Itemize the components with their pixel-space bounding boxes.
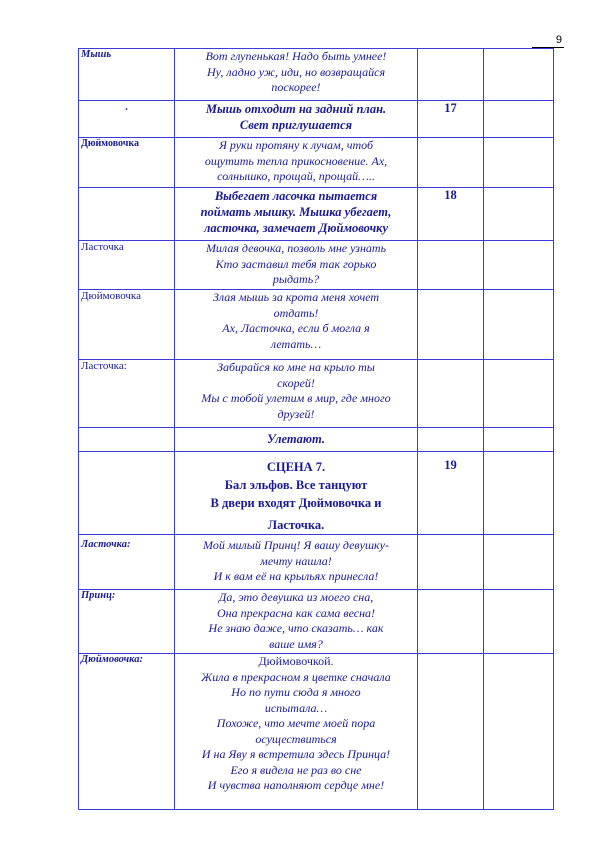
speaker-cell: Мышь: [79, 49, 175, 101]
table-row: [79, 535, 554, 590]
line-cell: Вот глупенькая! Надо быть умнее! Ну, ладно уж, иди, но возвращайся поскорее!: [175, 49, 418, 101]
table-row: [79, 452, 554, 535]
empty-cell: [484, 188, 554, 241]
cue-number-cell: [418, 535, 484, 590]
speaker-cell: [79, 428, 175, 452]
table-row: [79, 138, 554, 188]
cue-number-cell: [418, 290, 484, 360]
stage-direction-cell: Улетают.: [175, 428, 418, 452]
table-row: [79, 188, 554, 241]
cue-number-cell: [418, 654, 484, 810]
line-cell: Милая девочка, позволь мне узнать Кто заставил тебя так горько рыдать?: [175, 241, 418, 290]
stage-direction-cell: Выбегает ласочка пытается поймать мышку. Мышка убегает, ласточка, замечает Дюймовочку: [175, 188, 418, 241]
empty-cell: [484, 452, 554, 535]
speaker-cell: Ласточка:: [79, 360, 175, 428]
cue-number-cell: 18: [418, 188, 484, 241]
cue-number-cell: [418, 360, 484, 428]
speaker-cell: Принц:: [79, 590, 175, 654]
empty-cell: [484, 590, 554, 654]
cue-number-cell: [418, 590, 484, 654]
stage-direction-cell: Мышь отходит на задний план. Свет приглушается: [175, 101, 418, 138]
empty-cell: [484, 49, 554, 101]
cue-number-cell: [418, 49, 484, 101]
table-row: [79, 290, 554, 360]
table-row: [79, 241, 554, 290]
empty-cell: [484, 241, 554, 290]
speaker-cell: .: [79, 101, 175, 138]
speaker-cell: Дюймовочка:: [79, 654, 175, 810]
speaker-cell: Дюймовочка: [79, 138, 175, 188]
empty-cell: [484, 428, 554, 452]
table-row: [79, 360, 554, 428]
speaker-cell: Ласточка:: [79, 535, 175, 590]
empty-cell: [484, 138, 554, 188]
table-row: [79, 101, 554, 138]
cue-number-cell: [418, 138, 484, 188]
cue-number-cell: [418, 428, 484, 452]
cue-number-cell: [418, 241, 484, 290]
speaker-cell: [79, 452, 175, 535]
empty-cell: [484, 290, 554, 360]
line-cell: Да, это девушка из моего сна, Она прекрасна как сама весна! Не знаю даже, что сказать… как ваше имя?: [175, 590, 418, 654]
empty-cell: [484, 654, 554, 810]
empty-cell: [484, 101, 554, 138]
table-row: [79, 590, 554, 654]
speaker-cell: [79, 188, 175, 241]
table-row: [79, 654, 554, 810]
stage-direction-cell: СЦЕНА 7. Бал эльфов. Все танцуют В двери входят Дюймовочка и Ласточка.: [175, 452, 418, 535]
cue-number-cell: 19: [418, 452, 484, 535]
line-cell: Мой милый Принц! Я вашу девушку- мечту нашла! И к вам её на крыльях принесла!: [175, 535, 418, 590]
line-cell: Дюймовочкой. Жила в прекрасном я цветке сначала Но по пути сюда я много испытала… Похоже, что мечте моей пора осуществиться И на Яву я встретила здесь Принца! Его я видела не раз во сне И чувства наполняют сердце мне!: [175, 654, 418, 810]
line-cell: Злая мышь за крота меня хочет отдать! Ах, Ласточка, если б могла я летать…: [175, 290, 418, 360]
empty-cell: [484, 535, 554, 590]
script-table: [78, 48, 554, 810]
speaker-cell: Ласточка: [79, 241, 175, 290]
page-number: 9: [532, 34, 564, 48]
speaker-cell: Дюймовочка: [79, 290, 175, 360]
line-cell: Забирайся ко мне на крыло ты скорей! Мы с тобой улетим в мир, где много друзей!: [175, 360, 418, 428]
empty-cell: [484, 360, 554, 428]
cue-number-cell: 17: [418, 101, 484, 138]
table-row: [79, 428, 554, 452]
table-row: [79, 49, 554, 101]
line-cell: Я руки протяну к лучам, чтоб ощутить тепла прикосновение. Ах, солнышко, прощай, прощай…..: [175, 138, 418, 188]
